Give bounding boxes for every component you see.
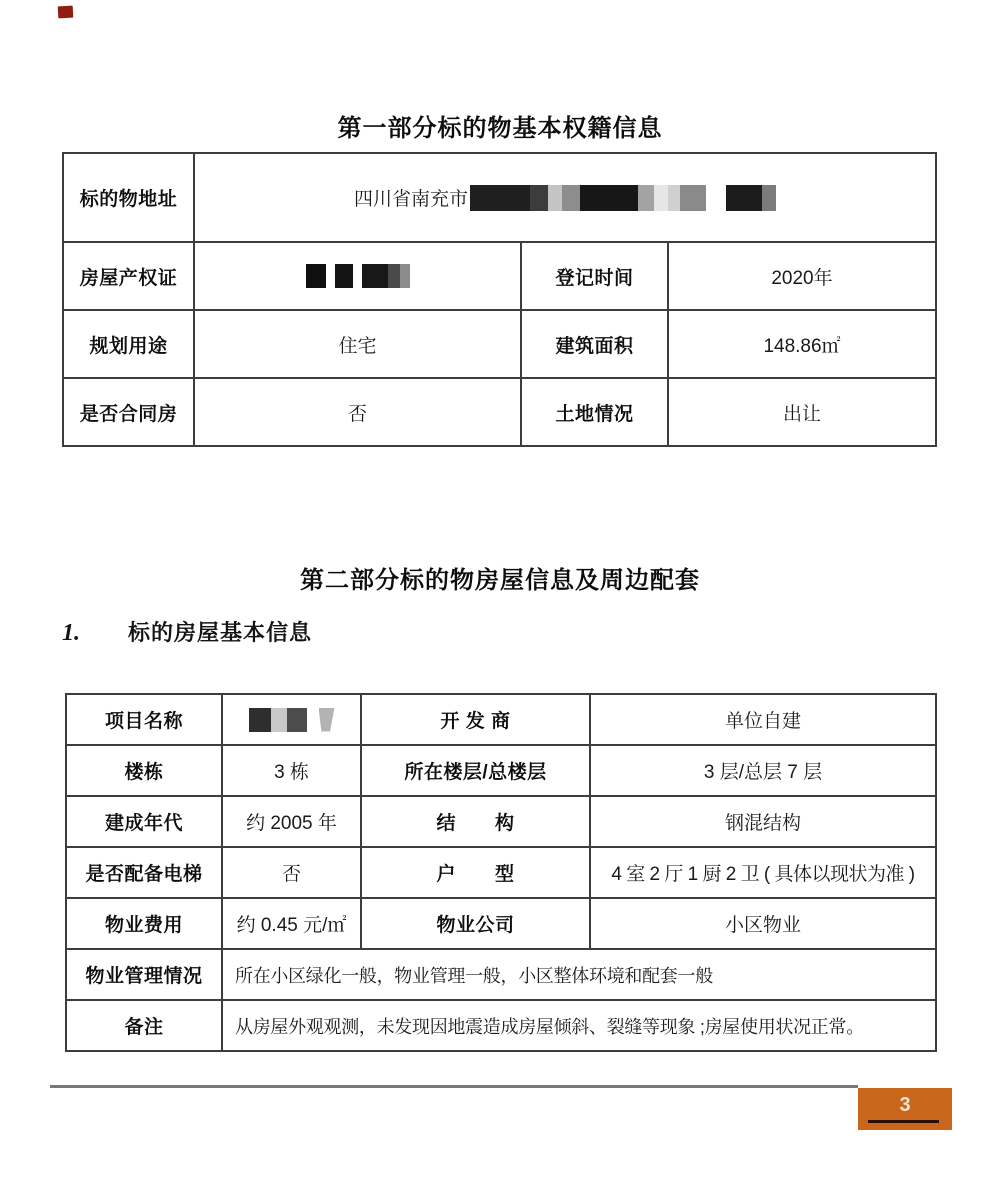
table-row bbox=[66, 745, 936, 796]
management-label: 物业管理情况 bbox=[66, 949, 222, 1000]
registration-time-label: 登记时间 bbox=[521, 242, 668, 310]
property-rights-table bbox=[62, 152, 937, 447]
table-row bbox=[63, 242, 936, 310]
table-row bbox=[63, 153, 936, 242]
project-name-label: 项目名称 bbox=[66, 694, 222, 745]
address-redaction-blocks bbox=[470, 185, 776, 211]
contract-house-label: 是否合同房 bbox=[63, 378, 194, 446]
certificate-redaction-blocks bbox=[306, 264, 410, 288]
land-status-label: 土地情况 bbox=[521, 378, 668, 446]
certificate-label: 房屋产权证 bbox=[63, 242, 194, 310]
subheading-number: 1. bbox=[62, 620, 80, 646]
table-row bbox=[63, 310, 936, 378]
contract-house-value: 否 bbox=[194, 378, 521, 446]
year-built-label: 建成年代 bbox=[66, 796, 222, 847]
property-company-label: 物业公司 bbox=[361, 898, 590, 949]
remarks-value: 从房屋外观观测，未发现因地震造成房屋倾斜、裂缝等现象 ;房屋使用状况正常。 bbox=[222, 1000, 936, 1051]
project-name-value-cell bbox=[222, 694, 361, 745]
property-company-value: 小区物业 bbox=[590, 898, 936, 949]
table-row bbox=[66, 796, 936, 847]
subheading-text: 标的房屋基本信息 bbox=[128, 620, 313, 645]
page-number: 3 bbox=[899, 1094, 911, 1116]
elevator-value: 否 bbox=[222, 847, 361, 898]
address-value-text: 四川省南充市 bbox=[354, 189, 469, 210]
management-value: 所在小区绿化一般，物业管理一般，小区整体环境和配套一般 bbox=[222, 949, 936, 1000]
building-area-label: 建筑面积 bbox=[521, 310, 668, 378]
page-number-badge bbox=[858, 1088, 952, 1130]
corner-mark bbox=[58, 6, 74, 19]
table-row bbox=[66, 1000, 936, 1051]
address-label: 标的物地址 bbox=[63, 153, 194, 242]
unit-type-value: 4 室 2 厅 1 厨 2 卫 ( 具体以现状为准 ) bbox=[590, 847, 936, 898]
section1-title: 第一部分标的物基本权籍信息 bbox=[337, 115, 663, 142]
page-badge-underline bbox=[868, 1120, 939, 1123]
table-row bbox=[66, 949, 936, 1000]
elevator-label: 是否配备电梯 bbox=[66, 847, 222, 898]
building-value: 3 栋 bbox=[222, 745, 361, 796]
year-built-value: 约 2005 年 bbox=[222, 796, 361, 847]
planned-use-value: 住宅 bbox=[194, 310, 521, 378]
property-fee-value: 约 0.45 元/㎡ bbox=[222, 898, 361, 949]
planned-use-label: 规划用途 bbox=[63, 310, 194, 378]
table-row bbox=[66, 898, 936, 949]
project-name-redaction-blocks bbox=[249, 708, 335, 732]
floor-label: 所在楼层/总楼层 bbox=[361, 745, 590, 796]
building-label: 楼栋 bbox=[66, 745, 222, 796]
subheading bbox=[62, 616, 312, 647]
floor-value: 3 层/总层 7 层 bbox=[590, 745, 936, 796]
table-row bbox=[66, 694, 936, 745]
land-status-value: 出让 bbox=[668, 378, 936, 446]
structure-value: 钢混结构 bbox=[590, 796, 936, 847]
building-area-value: 148.86㎡ bbox=[668, 310, 936, 378]
property-fee-label: 物业费用 bbox=[66, 898, 222, 949]
table-row bbox=[63, 378, 936, 446]
developer-label: 开 发 商 bbox=[361, 694, 590, 745]
unit-type-label: 户 型 bbox=[361, 847, 590, 898]
developer-value: 单位自建 bbox=[590, 694, 936, 745]
remarks-label: 备注 bbox=[66, 1000, 222, 1051]
house-info-table bbox=[65, 693, 937, 1052]
address-value-cell bbox=[194, 153, 936, 242]
registration-time-value: 2020年 bbox=[668, 242, 936, 310]
table-row bbox=[66, 847, 936, 898]
section2-title: 第二部分标的物房屋信息及周边配套 bbox=[300, 567, 700, 594]
structure-label: 结 构 bbox=[361, 796, 590, 847]
certificate-value-cell bbox=[194, 242, 521, 310]
footer-divider-line bbox=[50, 1085, 858, 1088]
